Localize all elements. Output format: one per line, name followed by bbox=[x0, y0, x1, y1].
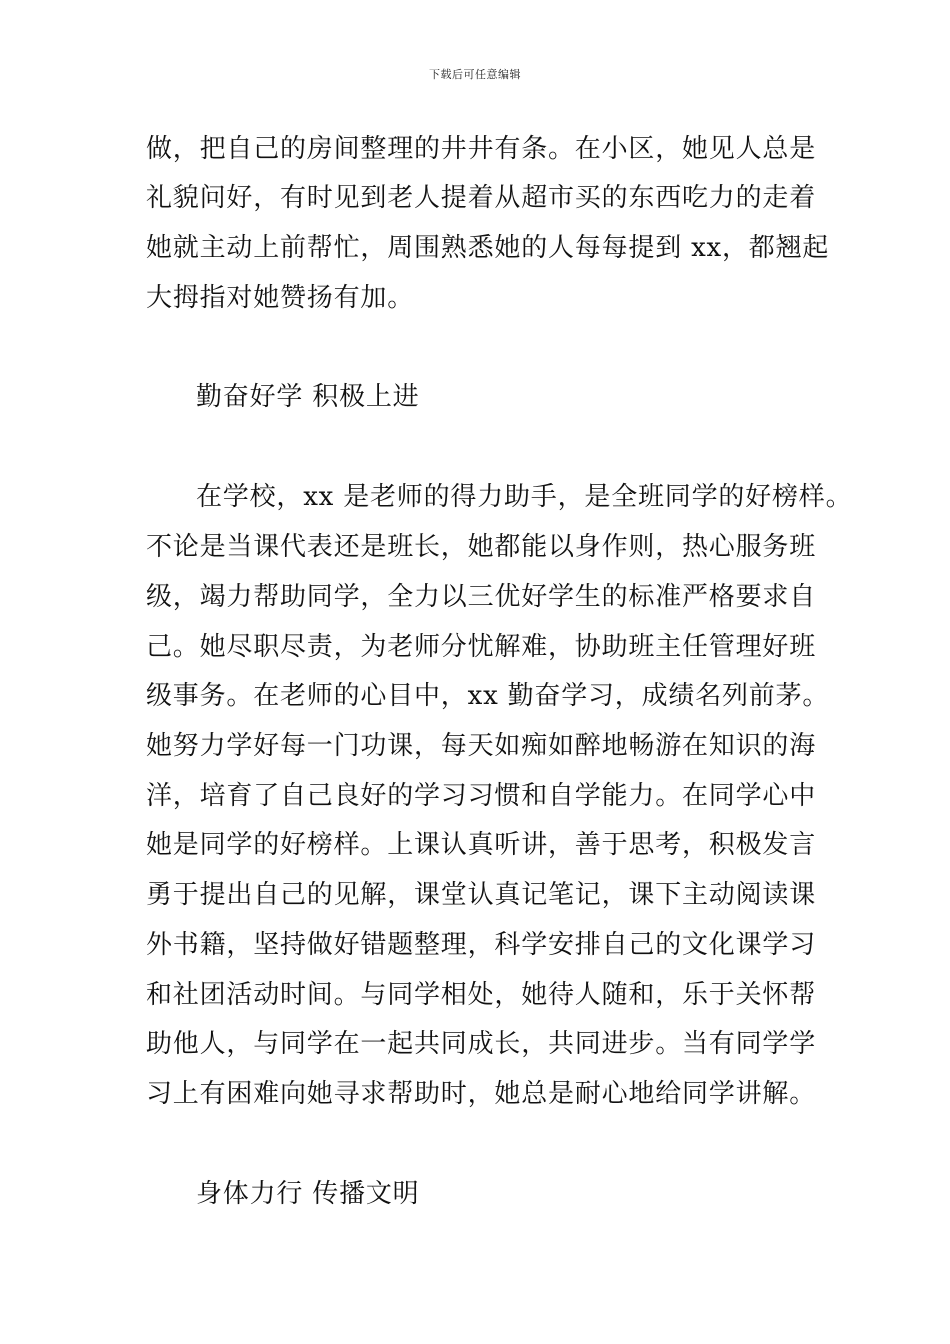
paragraph-line: 她努力学好每一门功课，每天如痴如醉地畅游在知识的海 bbox=[146, 731, 817, 761]
paragraph-line: 礼貌问好，有时见到老人提着从超市买的东西吃力的走着 bbox=[146, 183, 817, 213]
paragraph-line: 习上有困难向她寻求帮助时，她总是耐心地给同学讲解。 bbox=[146, 1079, 817, 1109]
section-heading: 勤奋好学 积极上进 bbox=[196, 382, 420, 412]
paragraph-line: 级，竭力帮助同学，全力以三优好学生的标准严格要求自 bbox=[146, 582, 817, 612]
paragraph-line: 做，把自己的房间整理的井井有条。在小区，她见人总是 bbox=[146, 134, 817, 164]
paragraph-line: 外书籍，坚持做好错题整理，科学安排自己的文化课学习 bbox=[146, 930, 817, 960]
page-header-note: 下载后可任意编辑 bbox=[429, 68, 521, 81]
paragraph-line: 勇于提出自己的见解，课堂认真记笔记，课下主动阅读课 bbox=[146, 880, 817, 910]
paragraph-line: 她是同学的好榜样。上课认真听讲，善于思考，积极发言 bbox=[146, 830, 817, 860]
paragraph-line: 不论是当课代表还是班长，她都能以身作则，热心服务班 bbox=[146, 532, 817, 562]
paragraph-line: 和社团活动时间。与同学相处，她待人随和，乐于关怀帮 bbox=[146, 980, 817, 1010]
paragraph-line: 在学校，xx 是老师的得力助手，是全班同学的好榜样。 bbox=[196, 482, 853, 512]
paragraph-line: 大拇指对她赞扬有加。 bbox=[146, 283, 415, 313]
section-heading: 身体力行 传播文明 bbox=[196, 1179, 420, 1209]
paragraph-line: 她就主动上前帮忙，周围熟悉她的人每每提到 xx，都翘起 bbox=[146, 233, 830, 263]
paragraph-line: 己。她尽职尽责，为老师分忧解难，协助班主任管理好班 bbox=[146, 632, 817, 662]
paragraph-line: 助他人，与同学在一起共同成长，共同进步。当有同学学 bbox=[146, 1029, 817, 1059]
paragraph-line: 级事务。在老师的心目中，xx 勤奋学习，成绩名列前茅。 bbox=[146, 681, 830, 711]
paragraph-line: 洋，培育了自己良好的学习习惯和自学能力。在同学心中 bbox=[146, 781, 817, 811]
